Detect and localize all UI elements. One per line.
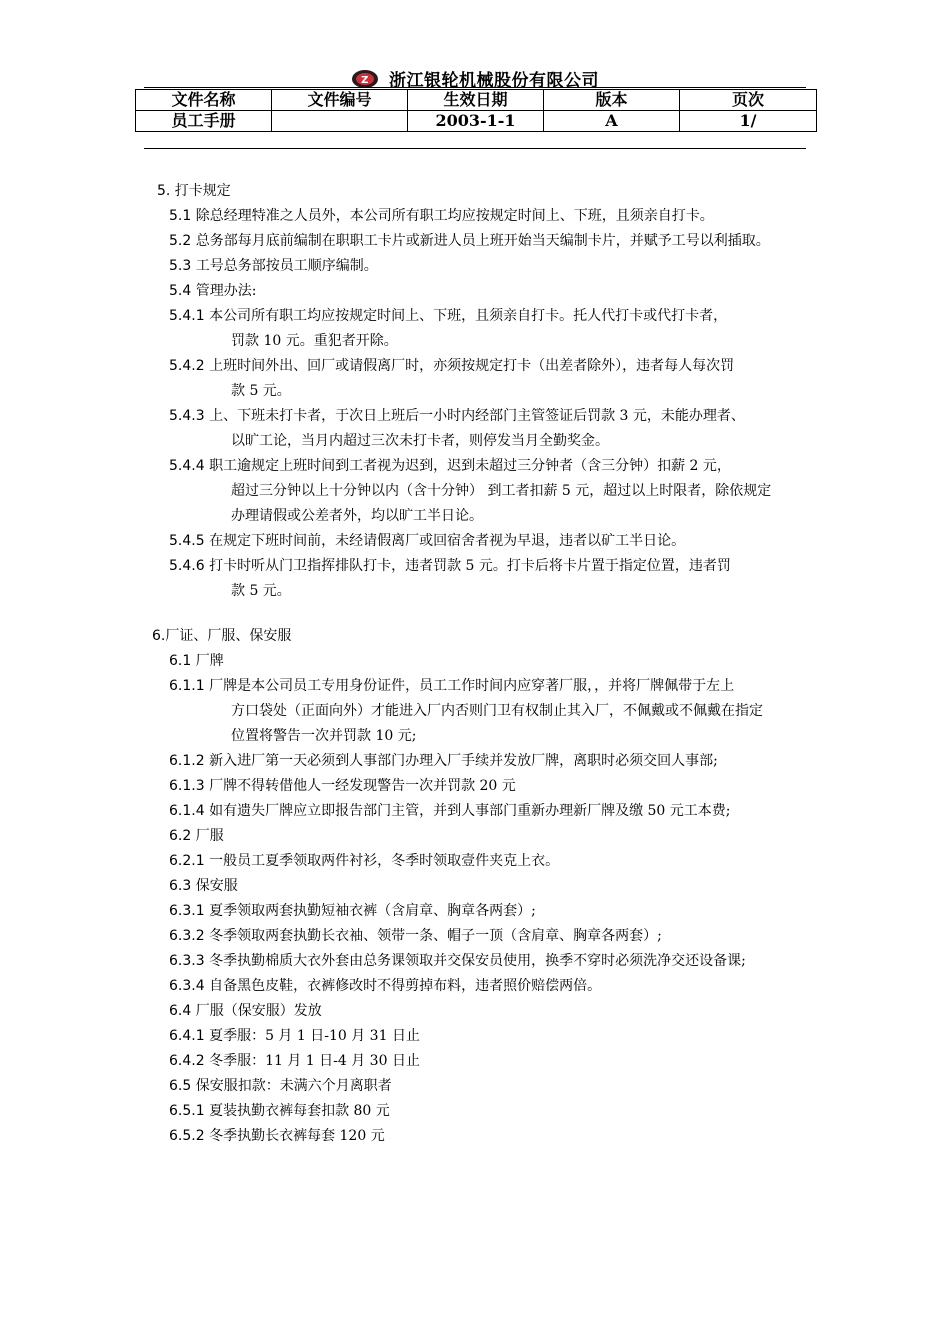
clause-continuation — [0, 724, 950, 749]
clause-line — [0, 1074, 950, 1099]
clause-text: 厂服 — [191, 828, 224, 844]
clause-text: 管理办法: — [191, 283, 257, 299]
clause-text: 款 5 元。 — [231, 583, 291, 599]
clause-line — [0, 749, 950, 774]
clause-number: 6.3 — [169, 878, 192, 894]
clause-text: 保安服 — [191, 878, 238, 894]
clause-text: 如有遗失厂牌应立即报告部门主管，并到人事部门重新办理新厂牌及缴 50 元工本费; — [204, 803, 731, 819]
clause-line — [0, 999, 950, 1024]
clause-number: 6.5 — [169, 1078, 192, 1094]
clause-line — [0, 279, 950, 304]
clause-continuation — [0, 379, 950, 404]
clause-number: 6.4.2 — [169, 1053, 205, 1069]
clause-number: 5.4.4 — [169, 458, 205, 474]
clause-number: 6.3.1 — [169, 903, 205, 919]
clause-text: 超过三分钟以上十分钟以内（含十分钟） 到工者扣薪 5 元，超过以上时限者，除依规定 — [231, 483, 772, 499]
clause-number: 5. — [157, 183, 171, 199]
clause-line — [0, 1099, 950, 1124]
clause-line — [0, 454, 950, 479]
clause-text: 工号总务部按员工顺序编制。 — [191, 258, 378, 274]
col-version-label: 版本 — [544, 90, 680, 111]
clause-number: 6.3.2 — [169, 928, 205, 944]
clause-number: 6.1.3 — [169, 778, 205, 794]
clause-text: 罚款 10 元。重犯者开除。 — [231, 333, 398, 349]
clause-number: 6.1 — [169, 653, 192, 669]
clause-line — [0, 824, 950, 849]
clause-text: 新入进厂第一天必须到人事部门办理入厂手续并发放厂牌，离职时必须交回人事部; — [204, 753, 718, 769]
clause-text: 位置将警告一次并罚款 10 元; — [231, 728, 417, 744]
clause-number: 6.3.4 — [169, 978, 205, 994]
clause-text: 厂牌 — [191, 653, 224, 669]
page-value: 1/ — [680, 111, 817, 132]
clause-number: 5.4.1 — [169, 308, 205, 324]
clause-line — [0, 554, 950, 579]
clause-line — [0, 229, 950, 254]
company-logo-icon — [351, 69, 379, 89]
clause-text: 厂服（保安服）发放 — [191, 1003, 322, 1019]
clause-number: 5.4.5 — [169, 533, 205, 549]
clause-number: 6.1.2 — [169, 753, 205, 769]
clause-number: 5.4.6 — [169, 558, 205, 574]
clause-text: 上、下班未打卡者，于次日上班后一小时内经部门主管签证后罚款 3 元，未能办理者、 — [204, 408, 745, 424]
clause-line — [0, 304, 950, 329]
clause-continuation — [0, 429, 950, 454]
clause-line — [0, 529, 950, 554]
clause-text: 在规定下班时间前，未经请假离厂或回宿舍者视为早退，违者以矿工半日论。 — [204, 533, 686, 549]
clause-line — [0, 649, 950, 674]
clause-text: 方口袋处（正面向外）才能进入厂内否则门卫有权制止其入厂，不佩戴或不佩戴在指定 — [231, 703, 763, 719]
document-body — [0, 179, 950, 1149]
clause-text: 一般员工夏季领取两件衬衫，冬季时领取壹件夹克上衣。 — [204, 853, 560, 869]
clause-number: 6.4.1 — [169, 1028, 205, 1044]
clause-text: 厂证、厂服、保安服 — [165, 628, 292, 644]
clause-text: 本公司所有职工均应按规定时间上、下班，且须亲自打卡。托人代打卡或代打卡者， — [204, 308, 728, 324]
clause-continuation — [0, 504, 950, 529]
clause-text: 夏季服：5 月 1 日-10 月 31 日止 — [204, 1028, 420, 1044]
clause-line — [0, 179, 950, 204]
clause-number: 6.1.1 — [169, 678, 205, 694]
clause-number: 6.5.1 — [169, 1103, 205, 1119]
clause-number: 5.2 — [169, 233, 192, 249]
clause-text: 办理请假或公差者外，均以旷工半日论。 — [231, 508, 483, 524]
clause-text: 冬季服：11 月 1 日-4 月 30 日止 — [204, 1053, 420, 1069]
clause-number: 5.4.2 — [169, 358, 205, 374]
col-doc-number-label: 文件编号 — [272, 90, 408, 111]
clause-line — [0, 974, 950, 999]
clause-text: 保安服扣款：未满六个月离职者 — [191, 1078, 392, 1094]
clause-number: 6.2.1 — [169, 853, 205, 869]
clause-number: 5.1 — [169, 208, 192, 224]
clause-text: 夏装执勤衣裤每套扣款 80 元 — [204, 1103, 390, 1119]
clause-line — [0, 1024, 950, 1049]
clause-line — [0, 404, 950, 429]
clause-continuation — [0, 329, 950, 354]
clause-text: 自备黑色皮鞋，衣裤修改时不得剪掉布料，违者照价赔偿两倍。 — [204, 978, 602, 994]
clause-number: 5.4.3 — [169, 408, 205, 424]
col-effective-date-label: 生效日期 — [408, 90, 544, 111]
table-value-row — [136, 111, 817, 132]
version-value: A — [544, 111, 680, 132]
clause-text: 冬季执勤棉质大衣外套由总务课领取并交保安员使用，换季不穿时必须洗净交还设备课; — [204, 953, 746, 969]
table-header-row — [136, 90, 817, 111]
clause-number: 5.4 — [169, 283, 192, 299]
svg-text:Z: Z — [361, 75, 369, 86]
clause-text: 打卡时听从门卫指挥排队打卡，违者罚款 5 元。打卡后将卡片置于指定位置，违者罚 — [204, 558, 731, 574]
clause-text: 冬季领取两套执勤长衣袖、领带一条、帽子一顶（含肩章、胸章各两套）; — [204, 928, 662, 944]
col-doc-name-label: 文件名称 — [136, 90, 272, 111]
clause-number: 5.3 — [169, 258, 192, 274]
clause-text: 总务部每月底前编制在职职工卡片或新进人员上班开始当天编制卡片，并赋予工号以利插取。 — [191, 233, 770, 249]
clause-line — [0, 204, 950, 229]
clause-continuation — [0, 479, 950, 504]
clause-line — [0, 624, 950, 649]
clause-line — [0, 949, 950, 974]
clause-text: 以旷工论，当月内超过三次未打卡者，则停发当月全勤奖金。 — [231, 433, 609, 449]
clause-text: 冬季执勤长衣裤每套 120 元 — [204, 1128, 385, 1144]
clause-line — [0, 354, 950, 379]
clause-number: 6.5.2 — [169, 1128, 205, 1144]
col-page-label: 页次 — [680, 90, 817, 111]
clause-line — [0, 774, 950, 799]
clause-text: 厂牌不得转借他人一经发现警告一次并罚款 20 元 — [204, 778, 516, 794]
effective-date-value: 2003-1-1 — [408, 111, 544, 132]
clause-number: 6.4 — [169, 1003, 192, 1019]
clause-text: 打卡规定 — [170, 183, 231, 199]
clause-line — [0, 1049, 950, 1074]
clause-text: 上班时间外出、回厂或请假离厂时，亦须按规定打卡（出差者除外），违者每人每次罚 — [204, 358, 735, 374]
clause-line — [0, 849, 950, 874]
clause-line — [0, 874, 950, 899]
clause-line — [0, 899, 950, 924]
header-rule-bottom — [144, 148, 806, 149]
clause-number: 6.2 — [169, 828, 192, 844]
clause-number: 6. — [152, 628, 166, 644]
clause-text: 职工逾规定上班时间到工者视为迟到，迟到未超过三分钟者（含三分钟）扣薪 2 元， — [204, 458, 731, 474]
clause-text: 除总经理特准之人员外，本公司所有职工均应按规定时间上、下班，且须亲自打卡。 — [191, 208, 714, 224]
clause-text: 款 5 元。 — [231, 383, 291, 399]
clause-line — [0, 924, 950, 949]
clause-text: 厂牌是本公司员工专用身份证件，员工工作时间内应穿著厂服，，并将厂牌佩带于左上 — [204, 678, 735, 694]
clause-continuation — [0, 699, 950, 724]
header-rule-top — [144, 87, 806, 88]
clause-line — [0, 799, 950, 824]
clause-number: 6.3.3 — [169, 953, 205, 969]
clause-continuation — [0, 579, 950, 604]
clause-line — [0, 254, 950, 279]
doc-name-value: 员工手册 — [136, 111, 272, 132]
clause-text: 夏季领取两套执勤短袖衣裤（含肩章、胸章各两套）; — [204, 903, 536, 919]
company-name: 浙江银轮机械股份有限公司 — [389, 71, 599, 91]
clause-line — [0, 1124, 950, 1149]
doc-number-value — [272, 111, 408, 132]
clause-line — [0, 674, 950, 699]
clause-number: 6.1.4 — [169, 803, 205, 819]
section-gap — [0, 604, 950, 624]
document-info-table — [135, 89, 817, 132]
